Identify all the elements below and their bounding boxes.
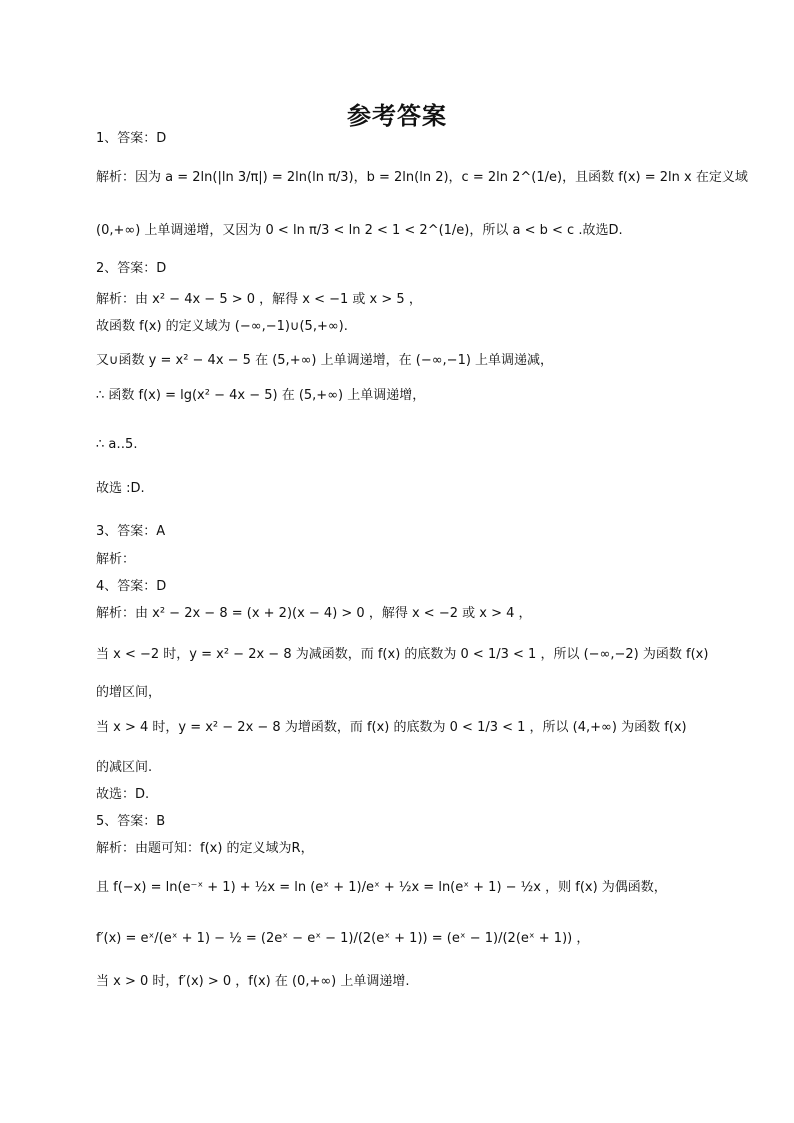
q4-analysis-line-2: 当 x < −2 时，y = x² − 2x − 8 为减函数，而 f(x) 的底数为 0 < 1/3 < 1 ，所以 (−∞,−2) 为函数 f(x) — [96, 647, 709, 662]
q4-conclusion: 故选：D. — [96, 787, 150, 802]
q2-conclusion: 故选 :D. — [96, 481, 145, 496]
q5-answer: 5、答案：B — [96, 814, 166, 829]
q5-analysis-line-3: f′(x) = eˣ/(eˣ + 1) − ½ = (2eˣ − eˣ − 1)/(2(eˣ + 1)) = (eˣ − 1)/(2(eˣ + 1)) ， — [96, 931, 590, 946]
q2-analysis-line-2: 故函数 f(x) 的定义域为 (−∞,−1)∪(5,+∞). — [96, 319, 348, 334]
q2-analysis-line-5: ∴ a‥5. — [96, 437, 138, 452]
q2-analysis-line-4: ∴ 函数 f(x) = lg(x² − 4x − 5) 在 (5,+∞) 上单调递增， — [96, 388, 426, 403]
q2-analysis-line-3: 又∪函数 y = x² − 4x − 5 在 (5,+∞) 上单调递增，在 (−∞,−1) 上单调递减， — [96, 353, 554, 368]
q2-answer: 2、答案：D — [96, 261, 167, 276]
q4-answer: 4、答案：D — [96, 579, 167, 594]
q5-analysis-line-4: 当 x > 0 时，f′(x) > 0 ，f(x) 在 (0,+∞) 上单调递增. — [96, 974, 410, 989]
q2-analysis-line-1: 解析：由 x² − 4x − 5 > 0 ，解得 x < −1 或 x > 5 ， — [96, 292, 422, 307]
q3-analysis: 解析： — [96, 552, 136, 567]
page-title: 参考答案 — [347, 102, 447, 130]
q4-analysis-line-4: 当 x > 4 时，y = x² − 2x − 8 为增函数，而 f(x) 的底数为 0 < 1/3 < 1 ，所以 (4,+∞) 为函数 f(x) — [96, 720, 687, 735]
q4-analysis-line-1: 解析：由 x² − 2x − 8 = (x + 2)(x − 4) > 0 ，解得 x < −2 或 x > 4 ， — [96, 606, 532, 621]
q3-answer: 3、答案：A — [96, 524, 166, 539]
q1-analysis-line-1: 解析：因为 a = 2ln(|ln 3/π|) = 2ln(ln π/3)，b = 2ln(ln 2)，c = 2ln 2^(1/e)，且函数 f(x) = 2ln x 在定义域 — [96, 170, 748, 185]
q4-analysis-line-5: 的减区间. — [96, 760, 153, 775]
q4-analysis-line-3: 的增区间， — [96, 685, 162, 700]
q1-analysis-line-2: (0,+∞) 上单调递增，又因为 0 < ln π/3 < ln 2 < 1 < 2^(1/e)，所以 a < b < c .故选D. — [96, 223, 623, 238]
q5-analysis-line-2: 且 f(−x) = ln(e⁻ˣ + 1) + ½x = ln (eˣ + 1)/eˣ + ½x = ln(eˣ + 1) − ½x ，则 f(x) 为偶函数， — [96, 880, 667, 895]
q1-answer: 1、答案：D — [96, 131, 167, 146]
q5-analysis-line-1: 解析：由题可知：f(x) 的定义域为R， — [96, 841, 314, 856]
